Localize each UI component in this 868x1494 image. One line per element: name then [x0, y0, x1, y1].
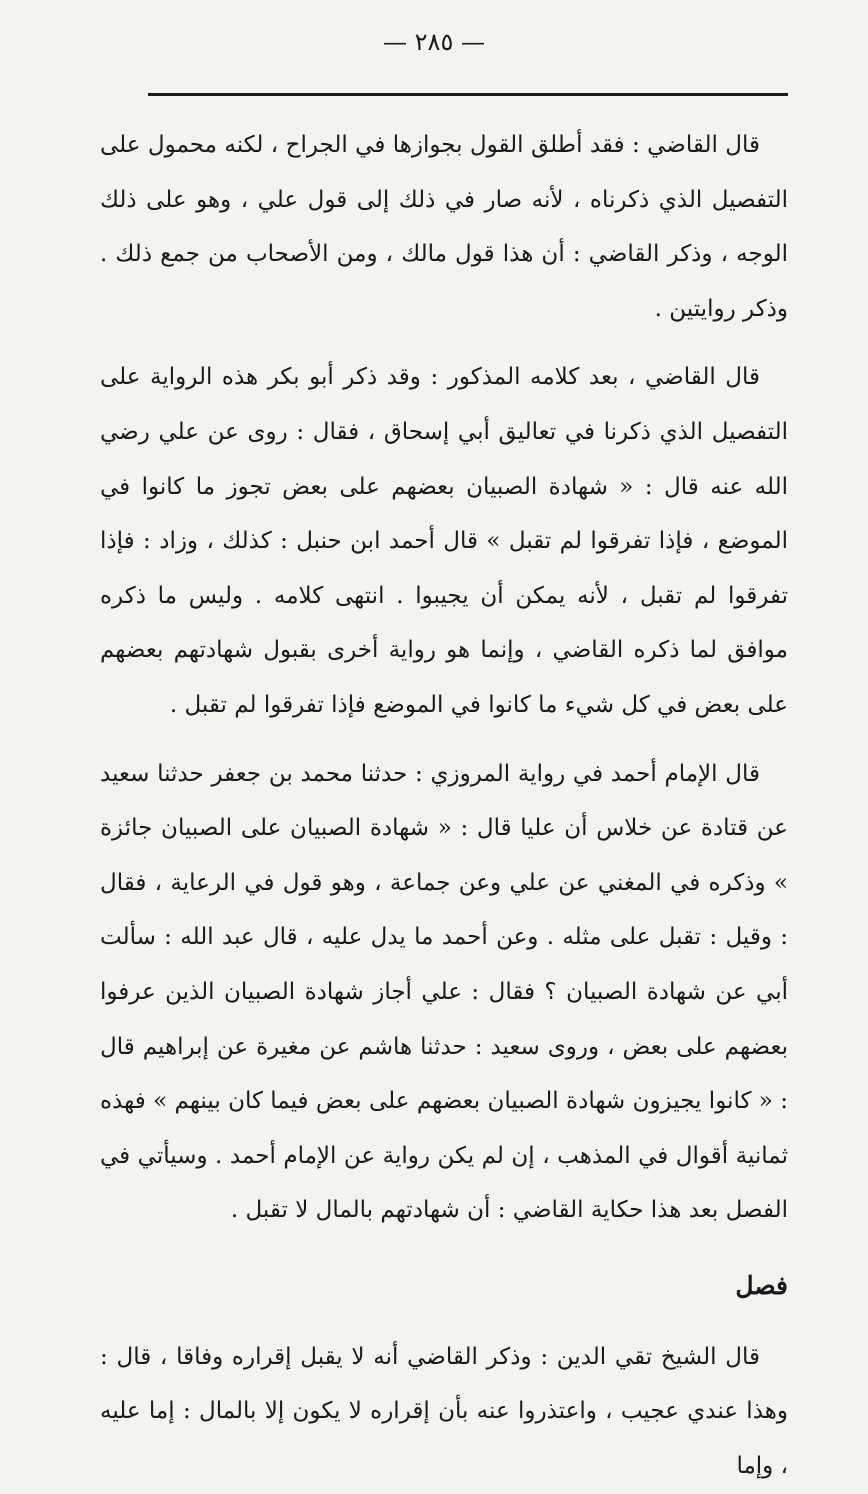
paragraph-3: قال الإمام أحمد في رواية المروزي : حدثنا محمد بن جعفر حدثنا سعيد عن قتادة عن خلاس أن عليا قال : « شهادة الصبيان على الصبيان جائزة » وذكره في المغني عن علي وعن جماعة ، وهو قول في الرعاية ، فقال : وقيل : تقبل على مثله . وعن أحمد ما يدل عليه ، قال عبد الله : سألت أبي عن شهادة الصبيان ؟ فقال : علي أجاز شهادة الصبيان الذين عرفوا بعضهم على بعض ، وروى سعيد : حدثنا هاشم عن مغيرة عن إبراهيم قال : « كانوا يجيزون شهادة الصبيان بعضهم على بعض فيما كان بينهم » فهذه ثمانية أقوال في المذهب ، إن لم يكن رواية عن الإمام أحمد . وسيأتي في الفصل بعد هذا حكاية القاضي : أن شهادتهم بالمال لا تقبل .	[100, 760, 788, 1224]
section-heading: فصل	[735, 1270, 788, 1300]
paragraph-1: قال القاضي : فقد أطلق القول بجوازها في الجراح ، لكنه محمول على التفصيل الذي ذكرناه ، لأنه صار في ذلك إلى قول علي ، وهو على ذلك الوجه ، وذكر القاضي : أن هذا قول مالك ، ومن الأصحاب من جمع ذلك . وذكر روايتين .	[100, 132, 788, 322]
paragraph-2: قال القاضي ، بعد كلامه المذكور : وقد ذكر أبو بكر هذه الرواية على التفصيل الذي ذكرنا في تعاليق أبي إسحاق ، فقال : روى عن علي رضي الله عنه قال : « شهادة الصبيان بعضهم على بعض تجوز ما كانوا في الموضع ، فإذا تفرقوا لم تقبل » قال أحمد ابن حنبل : كذلك ، وزاد : فإذا تفرقوا لم تقبل ، لأنه يمكن أن يجيبوا . انتهى كلامه . وليس ما ذكره موافق لما ذكره القاضي ، وإنما هو رواية أخرى بقبول شهادتهم بعضهم على بعض في كل شيء ما كانوا في الموضع فإذا تفرقوا لم تقبل .	[100, 364, 788, 718]
page-number: — ٢٨٥ —	[383, 28, 485, 56]
header-rule	[148, 93, 788, 96]
page-body	[100, 118, 788, 1494]
paragraph-4: قال الشيخ تقي الدين : وذكر القاضي أنه لا يقبل إقراره وفاقا ، قال : وهذا عندي عجيب ، واعتذروا عنه بأن إقراره لا يكون إلا بالمال : إما عليه ، وإما	[100, 1343, 788, 1480]
